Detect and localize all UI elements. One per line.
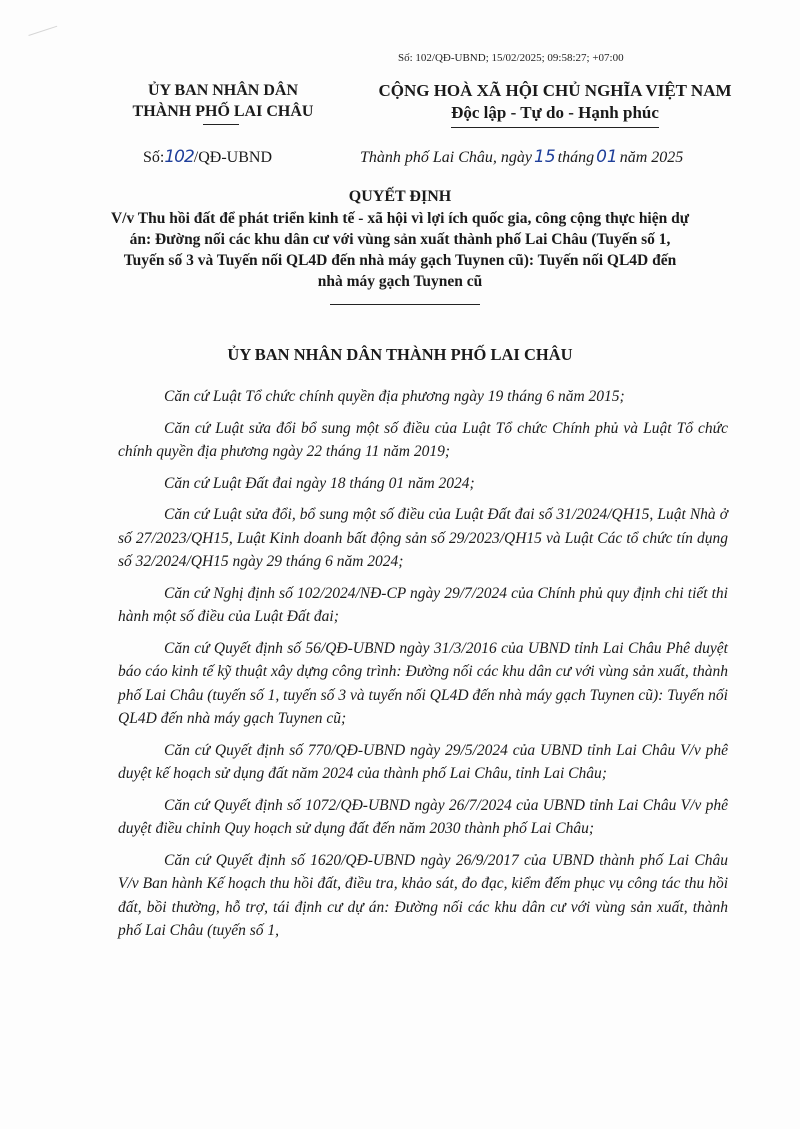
- doc-number-handwritten: 102: [164, 147, 194, 167]
- legal-basis-paragraph: Căn cứ Nghị định số 102/2024/NĐ-CP ngày 29/7/2024 của Chính phủ quy định chi tiết thi hành một số điều của Luật Đất đai;: [118, 584, 728, 625]
- date-place: Thành phố Lai Châu, ngày: [360, 149, 533, 166]
- date-month-label: tháng: [557, 149, 595, 166]
- doc-number-suffix: /QĐ-UBND: [193, 149, 273, 166]
- date-year: năm 2025: [619, 149, 684, 166]
- subject-underline: [330, 304, 480, 305]
- legal-basis-list: [118, 385, 728, 951]
- document-title: QUYẾT ĐỊNH: [348, 188, 452, 205]
- national-header: [350, 80, 760, 124]
- legal-basis-paragraph: Căn cứ Quyết định số 1620/QĐ-UBND ngày 26/9/2017 của UBND thành phố Lai Châu V/v Ban hành Kế hoạch thu hồi đất, điều tra, khảo sát, đo đạc, kiểm đếm phục vụ công tác thu hồi đất, bồi thường, hỗ trợ, tái định cư dự án: Đường nối các khu dân cư với vùng sản xuất, thành phố Lai Châu (tuyến số 1,: [118, 851, 728, 939]
- doc-number-prefix: Số:: [143, 149, 165, 166]
- digital-signature-meta: Số: 102/QĐ-UBND; 15/02/2025; 09:58:27; +07:00: [398, 52, 624, 64]
- legal-basis-paragraph: Căn cứ Luật sửa đổi, bổ sung một số điều của Luật Đất đai số 31/2024/QH15, Luật Nhà ở số 27/2023/QH15, Luật Kinh doanh bất động sản số 29/2023/QH15 và Luật Các tổ chức tín dụng số 32/2024/QH15 ngày 29 tháng 6 năm 2024;: [118, 506, 728, 570]
- legal-basis-paragraph: Căn cứ Luật sửa đổi bổ sung một số điều của Luật Tổ chức Chính phủ và Luật Tổ chức chính quyền địa phương ngày 22 tháng 11 năm 2019;: [118, 419, 728, 460]
- document-number: [143, 147, 272, 167]
- legal-basis-paragraph: Căn cứ Luật Tổ chức chính quyền địa phương ngày 19 tháng 6 năm 2015;: [164, 388, 625, 405]
- issuing-agency: [108, 80, 338, 122]
- legal-basis-paragraph: Căn cứ Luật Đất đai ngày 18 tháng 01 năm 2024;: [164, 474, 475, 492]
- agency-line-1: ỦY BAN NHÂN DÂN: [147, 82, 299, 99]
- authority-heading: ỦY BAN NHÂN DÂN THÀNH PHỐ LAI CHÂU: [227, 345, 573, 364]
- country-name: CỘNG HOÀ XÃ HỘI CHỦ NGHĨA VIỆT NAM: [378, 81, 732, 100]
- scan-artifact: [28, 26, 61, 50]
- legal-basis-paragraph: Căn cứ Quyết định số 770/QĐ-UBND ngày 29/5/2024 của UBND tỉnh Lai Châu V/v phê duyệt kế hoạch sử dụng đất năm 2024 của thành phố Lai Châu, tỉnh Lai Châu;: [118, 741, 728, 782]
- issue-date: [360, 147, 683, 167]
- legal-basis-paragraph: Căn cứ Quyết định số 1072/QĐ-UBND ngày 26/7/2024 của UBND tỉnh Lai Châu V/v phê duyệt điều chỉnh Quy hoạch sử dụng đất đến năm 2030 thành phố Lai Châu;: [118, 796, 728, 837]
- agency-line-2: THÀNH PHỐ LAI CHÂU: [132, 103, 314, 120]
- date-month-handwritten: 01: [596, 147, 618, 167]
- document-subject: V/v Thu hồi đất để phát triển kinh tế - xã hội vì lợi ích quốc gia, công cộng thực hiện dự án: Đường nối các khu dân cư với vùng sản xuất thành phố Lai Châu (Tuyến số 1, Tuyến số 3 và Tuyến nối QL4D đến nhà máy gạch Tuynen cũ): Tuyến nối QL4D đến nhà máy gạch Tuynen cũ: [110, 210, 690, 290]
- date-day-handwritten: 15: [534, 147, 556, 167]
- legal-basis-paragraph: Căn cứ Quyết định số 56/QĐ-UBND ngày 31/3/2016 của UBND tỉnh Lai Châu Phê duyệt báo cáo kinh tế kỹ thuật xây dựng công trình: Đường nối các khu dân cư với vùng sản xuất, thành phố Lai Châu (tuyến số 1, tuyến số 3 và tuyến nối QL4D đến nhà máy gạch Tuynen cũ): Tuyến nối QL4D đến nhà máy gạch Tuynen cũ;: [118, 639, 728, 727]
- national-motto: Độc lập - Tự do - Hạnh phúc: [451, 103, 659, 122]
